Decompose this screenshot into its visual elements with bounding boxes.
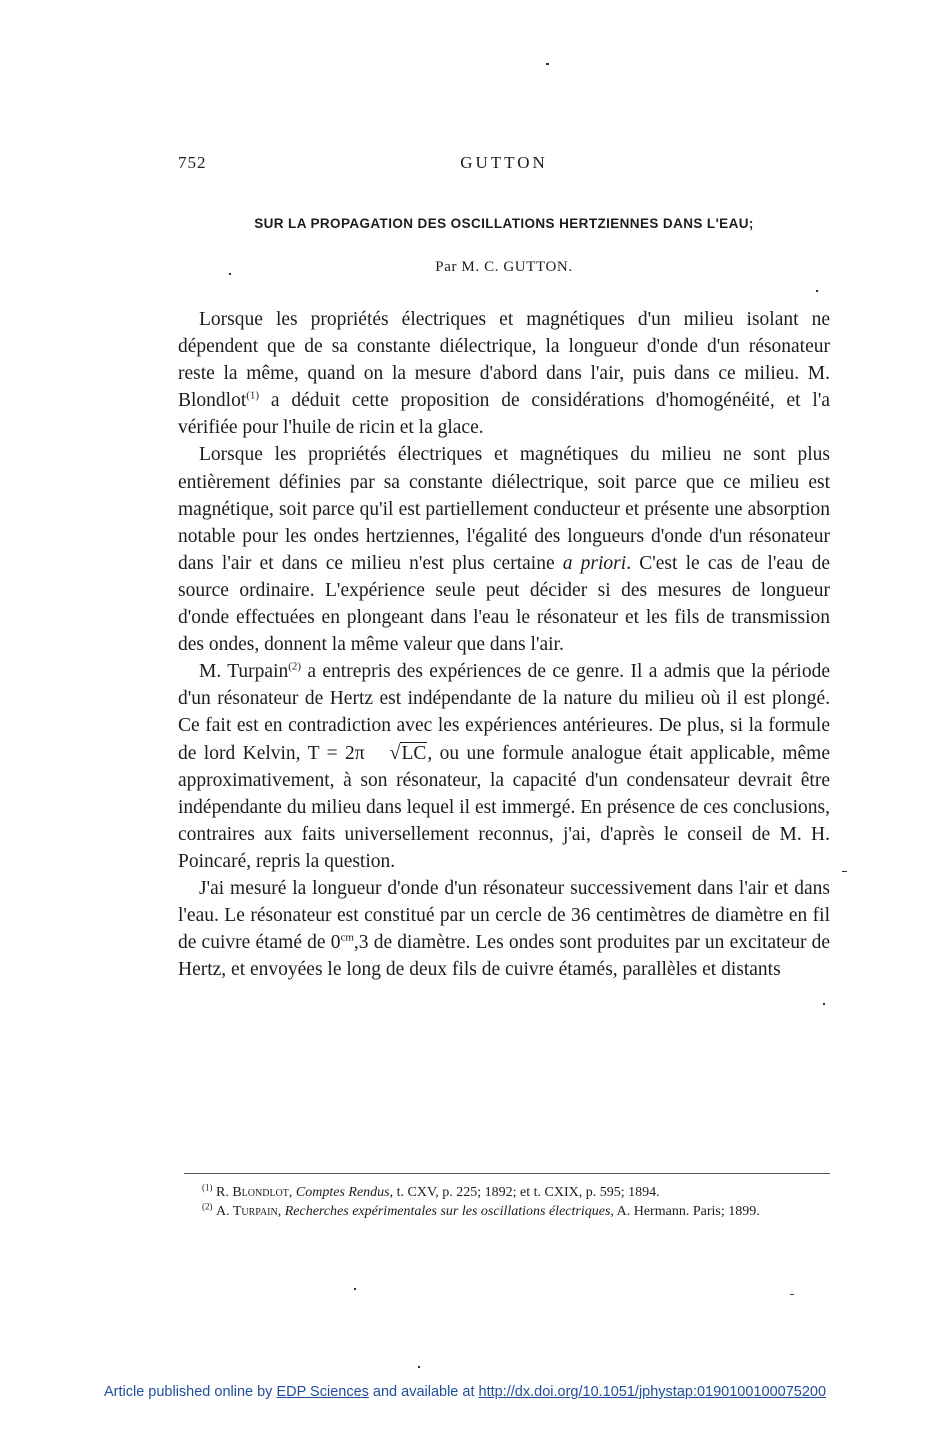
paragraph-4: [178, 875, 830, 983]
paragraph-2: [178, 441, 830, 658]
scan-speck: [816, 290, 818, 292]
formula-lhs: T = 2π: [307, 742, 365, 764]
paragraph-3: [178, 658, 830, 875]
publisher-middle: and available at: [368, 1384, 479, 1400]
article-body: [178, 306, 830, 983]
scan-speck: [823, 1003, 825, 1005]
kelvin-formula: [308, 743, 428, 764]
scan-speck: [790, 1294, 794, 1295]
footnote-1-rest: , t. CXV, p. 225; 1892; et t. CXIX, p. 595; 1894.: [389, 1185, 660, 1200]
article-title: SUR LA PROPAGATION DES OSCILLATIONS HERTZIENNES DANS L'EAU;: [254, 216, 754, 231]
scan-speck: [418, 1366, 420, 1368]
scan-speck: [354, 1288, 356, 1290]
paragraph-4-text-a: J'ai mesuré la longueur d'onde d'un résonateur successivement dans l'air et dans l'eau. Le résonateur est constitué par un cercle de 36 centimètres de diamètre en fil de cuivre étamé de 0: [178, 877, 830, 954]
paragraph-3-text-c: , ou une formule analogue était applicable, même approximativement, à son résonateur, la capacité d'un condensateur devrait être indépendante du milieu dans lequel il est immergé. En présence de ces conclusions, contraires aux faits universellement reconnus, j'ai, d'après le conseil de M. H. Poincaré, repris la question.: [178, 742, 830, 872]
footnote-2-sep: ,: [277, 1203, 285, 1219]
paragraph-3-text-a: M. Turpain: [199, 661, 289, 683]
footnote-ref-1: (1): [246, 389, 260, 402]
scan-speck: [546, 63, 549, 65]
author-byline: Par M. C. GUTTON.: [435, 259, 573, 275]
footnotes: [186, 1184, 832, 1221]
footnote-2-author: A. Turpain: [216, 1203, 278, 1219]
footnote-2-mark: (2): [202, 1200, 213, 1211]
footnote-2-rest: , A. Hermann. Paris; 1899.: [610, 1203, 760, 1219]
unit-superscript: cm: [340, 931, 354, 944]
footnote-1: [186, 1184, 832, 1203]
footnote-1-journal: Comptes Rendus: [295, 1185, 390, 1200]
radical-sign: √: [389, 741, 401, 764]
paragraph-1-text-b: a déduit cette proposition de considérations d'homogénéité, et l'a vérifiée pour l'huile de ricin et la glace.: [178, 390, 830, 439]
running-head: [178, 153, 830, 177]
publisher-prefix: Article published online by: [103, 1384, 277, 1400]
paragraph-2-text-a: Lorsque les propriétés électriques et magnétiques du milieu ne sont plus entièrement définies par sa constante diélectrique, soit parce que ce milieu est magnétique, soit parce qu'il est partiellement conducteur et présente une absorption notable pour les ondes hertziennes, l'égalité des longueurs d'onde d'un résonateur dans l'air et dans ce milieu n'est plus certaine: [178, 444, 830, 574]
footnote-2-work: Recherches expérimentales sur les oscillations électriques: [284, 1203, 611, 1219]
footnote-1-sep: ,: [288, 1185, 296, 1200]
scan-speck: [842, 871, 847, 872]
footnote-ref-2: (2): [288, 660, 302, 673]
paragraph-1-text-a: Lorsque les propriétés électriques et magnétiques d'un milieu isolant ne dépendent que de sa constante diélectrique, la longueur d'onde d'un résonateur reste la même, quand on la mesure d'abord dans l'air, puis dans ce milieu. M. Blondlot: [178, 309, 830, 412]
paragraph-2-text-b: . C'est le cas de l'eau de source ordinaire. L'expérience seule peut décider si des mesures de longueur d'onde effectuées en plongeant dans l'eau le résonateur et les fils de transmission des ondes, donnent la même valeur que dans l'air.: [178, 552, 830, 656]
footnote-separator: [184, 1173, 830, 1174]
edp-sciences-link[interactable]: EDP Sciences: [276, 1384, 369, 1400]
doi-link[interactable]: http://dx.doi.org/10.1051/jphystap:0190100100075200: [478, 1384, 827, 1400]
italic-a-priori: a priori: [562, 552, 627, 574]
paragraph-1: [178, 306, 830, 441]
paragraph-3-text-b: a entrepris des expériences de ce genre. Il a admis que la période d'un résonateur de Hertz est indépendante de la nature du milieu où il est plongé. Ce fait est en contradiction avec les expériences antérieures. De plus, si la formule de lord Kelvin,: [178, 661, 830, 764]
radicand: LC: [401, 742, 427, 764]
footnote-1-author: R. Blondlot: [216, 1185, 289, 1200]
square-root: [368, 740, 427, 767]
footnote-2: [186, 1200, 832, 1222]
running-title: GUTTON: [460, 153, 548, 172]
footnote-1-mark: (1): [202, 1182, 213, 1193]
publisher-notice: [0, 1384, 930, 1400]
paragraph-4-text-b: ,3 de diamètre. Les ondes sont produites par un excitateur de Hertz, et envoyées le long de deux fils de cuivre étamés, parallèles et distants: [178, 932, 830, 981]
page-number: 752: [178, 153, 207, 172]
